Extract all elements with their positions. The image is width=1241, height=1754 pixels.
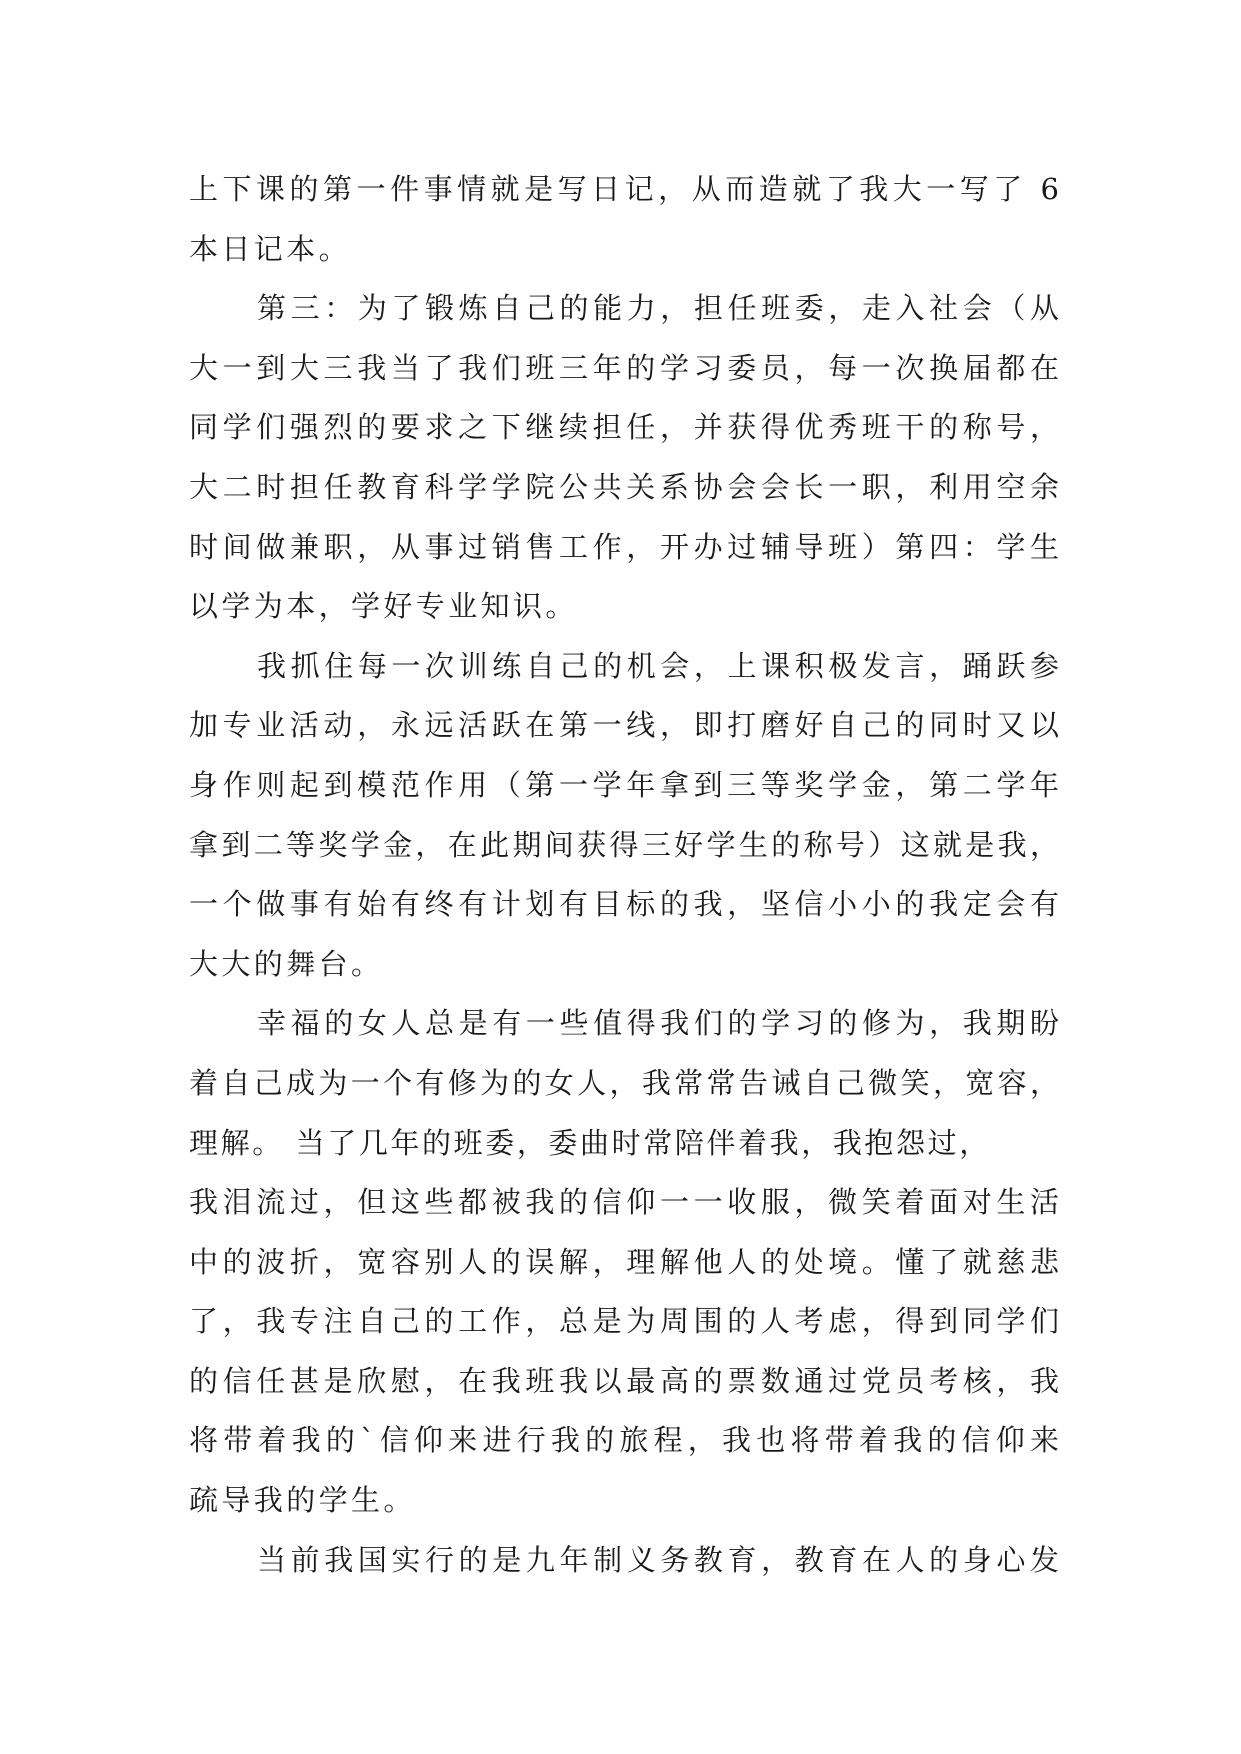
text-line: 上下课的第一件事情就是写日记，从而造就了我大一写了 6: [189, 172, 1059, 206]
text-line: 大一到大三我当了我们班三年的学习委员，每一次换届都在: [189, 350, 1059, 385]
text-line: 的信任甚是欣慰，在我班我以最高的票数通过党员考核，我: [189, 1363, 1059, 1398]
paragraph-first-line: 当前我国实行的是九年制义务教育，教育在人的身心发: [257, 1542, 1059, 1577]
paragraph-first-line: 幸福的女人总是有一些值得我们的学习的修为，我期盼: [257, 1006, 1059, 1041]
text-line: 以学为本，学好专业知识。: [189, 589, 578, 624]
text-line: 身作则起到模范作用（第一学年拿到三等奖学金，第二学年: [189, 767, 1059, 802]
text-line: 着自己成为一个有修为的女人，我常常告诫自己微笑，宽容，: [189, 1065, 1059, 1100]
text-line: 将带着我的`信仰来进行我的旅程，我也将带着我的信仰来: [189, 1423, 1059, 1458]
text-line: 拿到二等奖学金，在此期间获得三好学生的称号）这就是我，: [189, 827, 1059, 862]
document-body: [189, 160, 1059, 1590]
paragraph-first-line: 我抓住每一次训练自己的机会，上课积极发言，踊跃参: [257, 648, 1059, 683]
text-line: 本日记本。: [189, 231, 352, 266]
text-line: 时间做兼职，从事过销售工作，开办过辅导班）第四：学生: [189, 529, 1059, 564]
paragraph-first-line: 第三：为了锻炼自己的能力，担任班委，走入社会（从: [257, 291, 1059, 326]
text-line: 理解。 当了几年的班委，委曲时常陪伴着我，我抱怨过，: [189, 1125, 991, 1160]
text-line: 加专业活动，永远活跃在第一线，即打磨好自己的同时又以: [189, 708, 1059, 743]
text-line: 同学们强烈的要求之下继续担任，并获得优秀班干的称号，: [189, 410, 1059, 445]
text-line: 大二时担任教育科学学院公共关系协会会长一职，利用空余: [189, 469, 1059, 504]
text-line: 疏导我的学生。: [189, 1483, 416, 1518]
text-line: 我泪流过，但这些都被我的信仰一一收服，微笑着面对生活: [189, 1185, 1059, 1220]
text-line: 大大的舞台。: [189, 946, 384, 981]
text-line: 了，我专注自己的工作，总是为周围的人考虑，得到同学们: [189, 1304, 1059, 1339]
text-line: 中的波折，宽容别人的误解，理解他人的处境。懂了就慈悲: [189, 1244, 1059, 1279]
text-line: 一个做事有始有终有计划有目标的我，坚信小小的我定会有: [189, 887, 1059, 922]
